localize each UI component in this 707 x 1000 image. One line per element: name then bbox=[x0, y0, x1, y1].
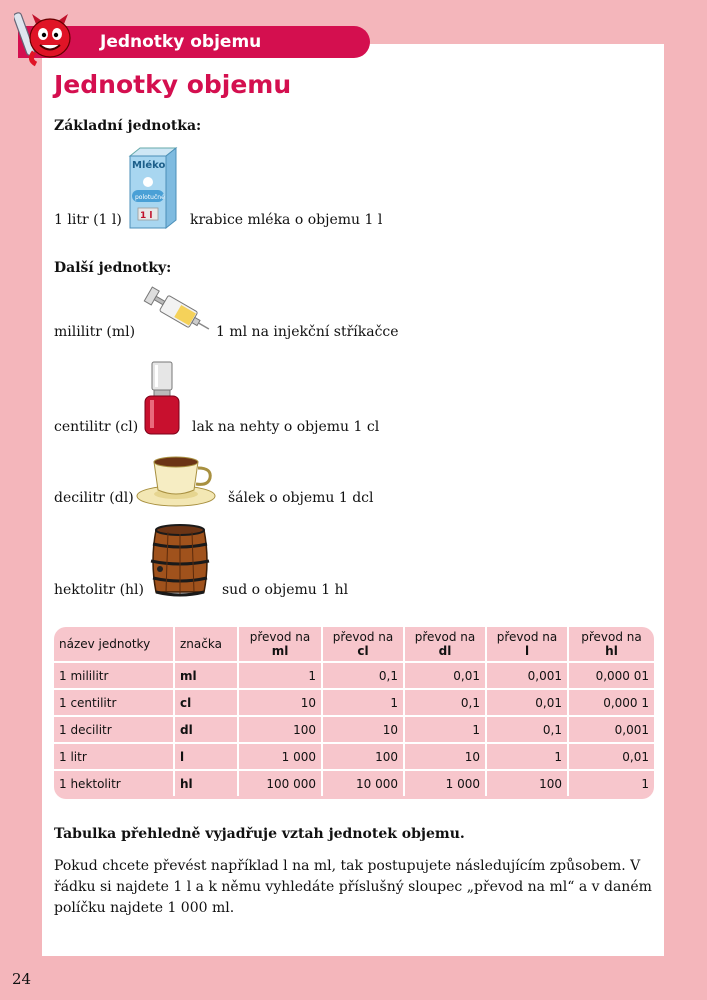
row-symbol: ml bbox=[174, 662, 238, 689]
row-name: 1 mililitr bbox=[54, 662, 174, 689]
syringe-icon bbox=[138, 282, 214, 338]
carton-sub-text: polotučné bbox=[135, 194, 165, 201]
cell-value: 0,01 bbox=[486, 689, 568, 716]
row-name: 1 hektolitr bbox=[54, 770, 174, 796]
row-symbol: cl bbox=[174, 689, 238, 716]
cell-value: 100 bbox=[322, 743, 404, 770]
nail-polish-icon bbox=[142, 360, 182, 436]
row-name: 1 litr bbox=[54, 743, 174, 770]
cell-value: 10 000 bbox=[322, 770, 404, 796]
units-table-wrapper bbox=[54, 627, 654, 799]
cell-value: 0,000 01 bbox=[568, 662, 654, 689]
cell-value: 10 bbox=[238, 689, 322, 716]
other-units-heading: Další jednotky: bbox=[54, 260, 172, 276]
row-symbol: l bbox=[174, 743, 238, 770]
header-symbol: značka bbox=[174, 627, 238, 662]
carton-volume-text: 1 l bbox=[140, 211, 153, 221]
cell-value: 0,1 bbox=[322, 662, 404, 689]
cell-value: 100 bbox=[238, 716, 322, 743]
cell-value: 0,1 bbox=[486, 716, 568, 743]
unit-description-dl: šálek o objemu 1 dcl bbox=[228, 490, 374, 506]
table-row bbox=[54, 770, 654, 796]
milk-carton-icon bbox=[126, 146, 182, 230]
row-name: 1 decilitr bbox=[54, 716, 174, 743]
cell-value: 0,01 bbox=[404, 662, 486, 689]
cell-value: 10 bbox=[404, 743, 486, 770]
header-conv-ml: převod na ml bbox=[238, 627, 322, 662]
cell-value: 100 000 bbox=[238, 770, 322, 796]
basic-unit-description: krabice mléka o objemu 1 l bbox=[190, 212, 383, 228]
unit-label-ml: mililitr (ml) bbox=[54, 324, 136, 340]
header-label: Jednotky objemu bbox=[100, 32, 262, 52]
unit-description-cl: lak na nehty o objemu 1 cl bbox=[192, 419, 380, 435]
explanation-paragraph: Pokud chcete převést například l na ml, tak postupujete následujícím způsobem. V řádku si najdete 1 l a k němu vyhledáte příslušný sloupec „převod na ml“ a v daném políčku najdete 1 000 ml. bbox=[54, 858, 652, 916]
cup-icon bbox=[136, 452, 220, 508]
table-row bbox=[54, 689, 654, 716]
carton-brand-text: Mléko bbox=[132, 160, 166, 171]
page-number: 24 bbox=[12, 970, 32, 988]
barrel-icon bbox=[148, 524, 212, 598]
cell-value: 1 bbox=[322, 689, 404, 716]
table-summary: Tabulka přehledně vyjadřuje vztah jednotek objemu. bbox=[54, 826, 465, 842]
cell-value: 1 000 bbox=[238, 743, 322, 770]
row-symbol: dl bbox=[174, 716, 238, 743]
table-row bbox=[54, 662, 654, 689]
cell-value: 0,1 bbox=[404, 689, 486, 716]
header-name: název jednotky bbox=[59, 637, 151, 651]
cell-value: 1 bbox=[404, 716, 486, 743]
table-row bbox=[54, 743, 654, 770]
cell-value: 0,01 bbox=[568, 743, 654, 770]
cell-value: 0,001 bbox=[486, 662, 568, 689]
header-conv-cl: převod na cl bbox=[322, 627, 404, 662]
header-conv-l: převod na l bbox=[486, 627, 568, 662]
basic-unit-heading: Základní jednotka: bbox=[54, 118, 202, 134]
cell-value: 10 bbox=[322, 716, 404, 743]
cell-value: 1 bbox=[568, 770, 654, 796]
cell-value: 0,000 1 bbox=[568, 689, 654, 716]
header-conv-hl: převod na hl bbox=[568, 627, 654, 662]
cell-value: 1 bbox=[238, 662, 322, 689]
unit-description-ml: 1 ml na injekční stříkačce bbox=[216, 324, 399, 340]
cell-value: 100 bbox=[486, 770, 568, 796]
table-row bbox=[54, 716, 654, 743]
unit-label-cl: centilitr (cl) bbox=[54, 419, 139, 435]
table-header-row bbox=[54, 627, 654, 662]
unit-label-dl: decilitr (dl) bbox=[54, 490, 134, 506]
units-table bbox=[54, 627, 654, 796]
basic-unit-label: 1 litr (1 l) bbox=[54, 212, 122, 228]
unit-label-hl: hektolitr (hl) bbox=[54, 582, 144, 598]
page-title: Jednotky objemu bbox=[54, 70, 292, 99]
row-symbol: hl bbox=[174, 770, 238, 796]
cell-value: 0,001 bbox=[568, 716, 654, 743]
devil-mascot-icon bbox=[14, 8, 78, 68]
unit-description-hl: sud o objemu 1 hl bbox=[222, 582, 349, 598]
cell-value: 1 bbox=[486, 743, 568, 770]
row-name: 1 centilitr bbox=[54, 689, 174, 716]
header-conv-dl: převod na dl bbox=[404, 627, 486, 662]
cell-value: 1 000 bbox=[404, 770, 486, 796]
